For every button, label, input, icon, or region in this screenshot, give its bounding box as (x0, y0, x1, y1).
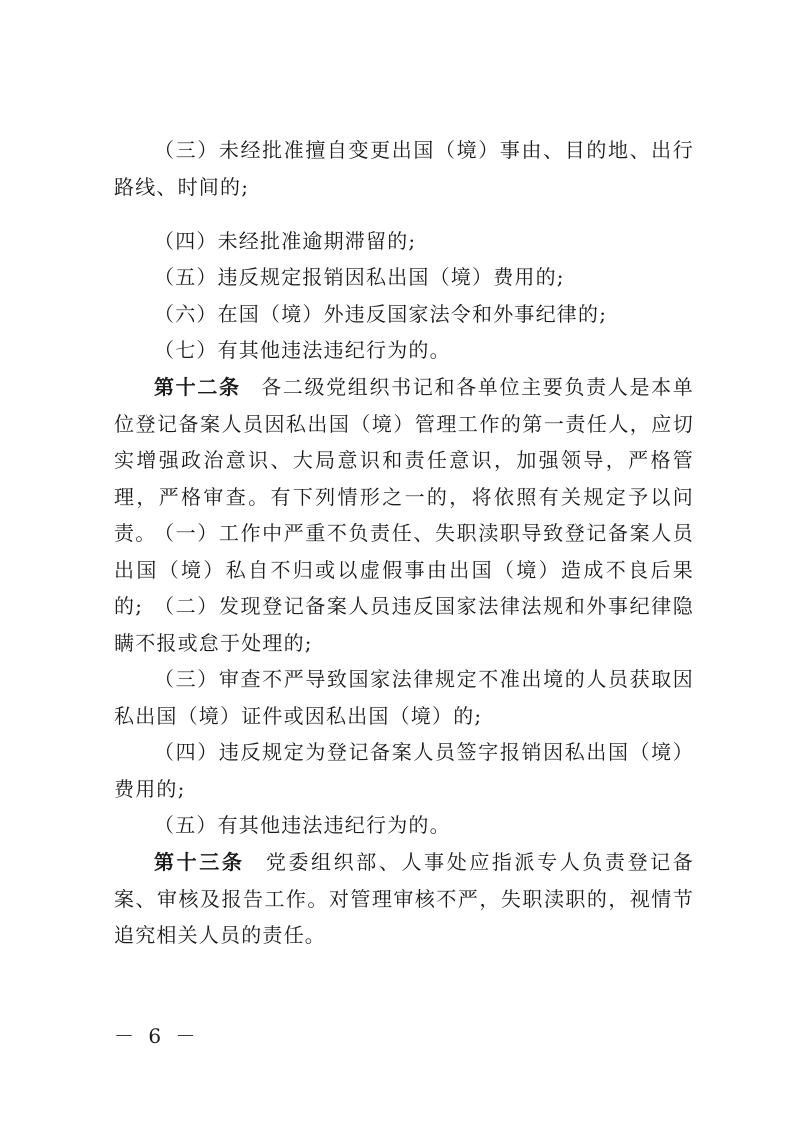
clause-two (114, 588, 694, 661)
article-text: 党委组织部、人事处应指派专人负责登记备案、审核及报告工作。对管理审核不严，失职渎职的，视情节追究相关人员的责任。 (114, 850, 694, 947)
clause-text: （三）审查不严导致国家法律规定不准出境的人员获取因私出国（境）证件或因私出国（境）的; (114, 667, 694, 728)
article-title: 第十二条 (154, 375, 241, 399)
article-text: 各二级党组织书记和各单位主要负责人是本单位登记备案人员因私出国（境）管理工作的第一责任人，应切实增强政治意识、大局意识和责任意识，加强领导，严格管理，严格审查。有下列情形之一的，将依照有关规定予以问责。 (114, 375, 694, 545)
article-thirteen (114, 844, 694, 954)
clause-three (114, 132, 694, 205)
clause-text: （七）有其他违法违纪行为的。 (154, 338, 451, 362)
clause-four-b (114, 734, 694, 807)
clause-text: （二）发现登记备案人员违反国家法律法规和外事纪律隐瞒不报或怠于处理的; (114, 594, 694, 655)
clause-text: （五）违反规定报销因私出国（境）费用的; (154, 265, 565, 289)
clause-five (114, 259, 694, 296)
clause-text: （三）未经批准擅自变更出国（境）事由、目的地、出行路线、时间的; (114, 138, 694, 199)
clause-text: （四）违反规定为登记备案人员签字报销因私出国（境）费用的; (114, 740, 694, 801)
clause-seven (114, 332, 694, 369)
clause-three-b (114, 661, 694, 734)
clause-text: （四）未经批准逾期滞留的; (154, 229, 417, 253)
clause-text: （一）工作中严重不负责任、失职渎职导致登记备案人员出国（境）私自不归或以虚假事由出国（境）造成不良后果的; (114, 521, 694, 618)
clause-five-b (114, 807, 694, 844)
clause-text: （六）在国（境）外违反国家法令和外事纪律的; (154, 302, 608, 326)
clause-four (114, 223, 694, 260)
article-title: 第十三条 (154, 850, 245, 874)
clause-text: （五）有其他违法违纪行为的。 (154, 813, 451, 837)
page-number: － 6 － (114, 1024, 200, 1048)
clause-six (114, 296, 694, 333)
